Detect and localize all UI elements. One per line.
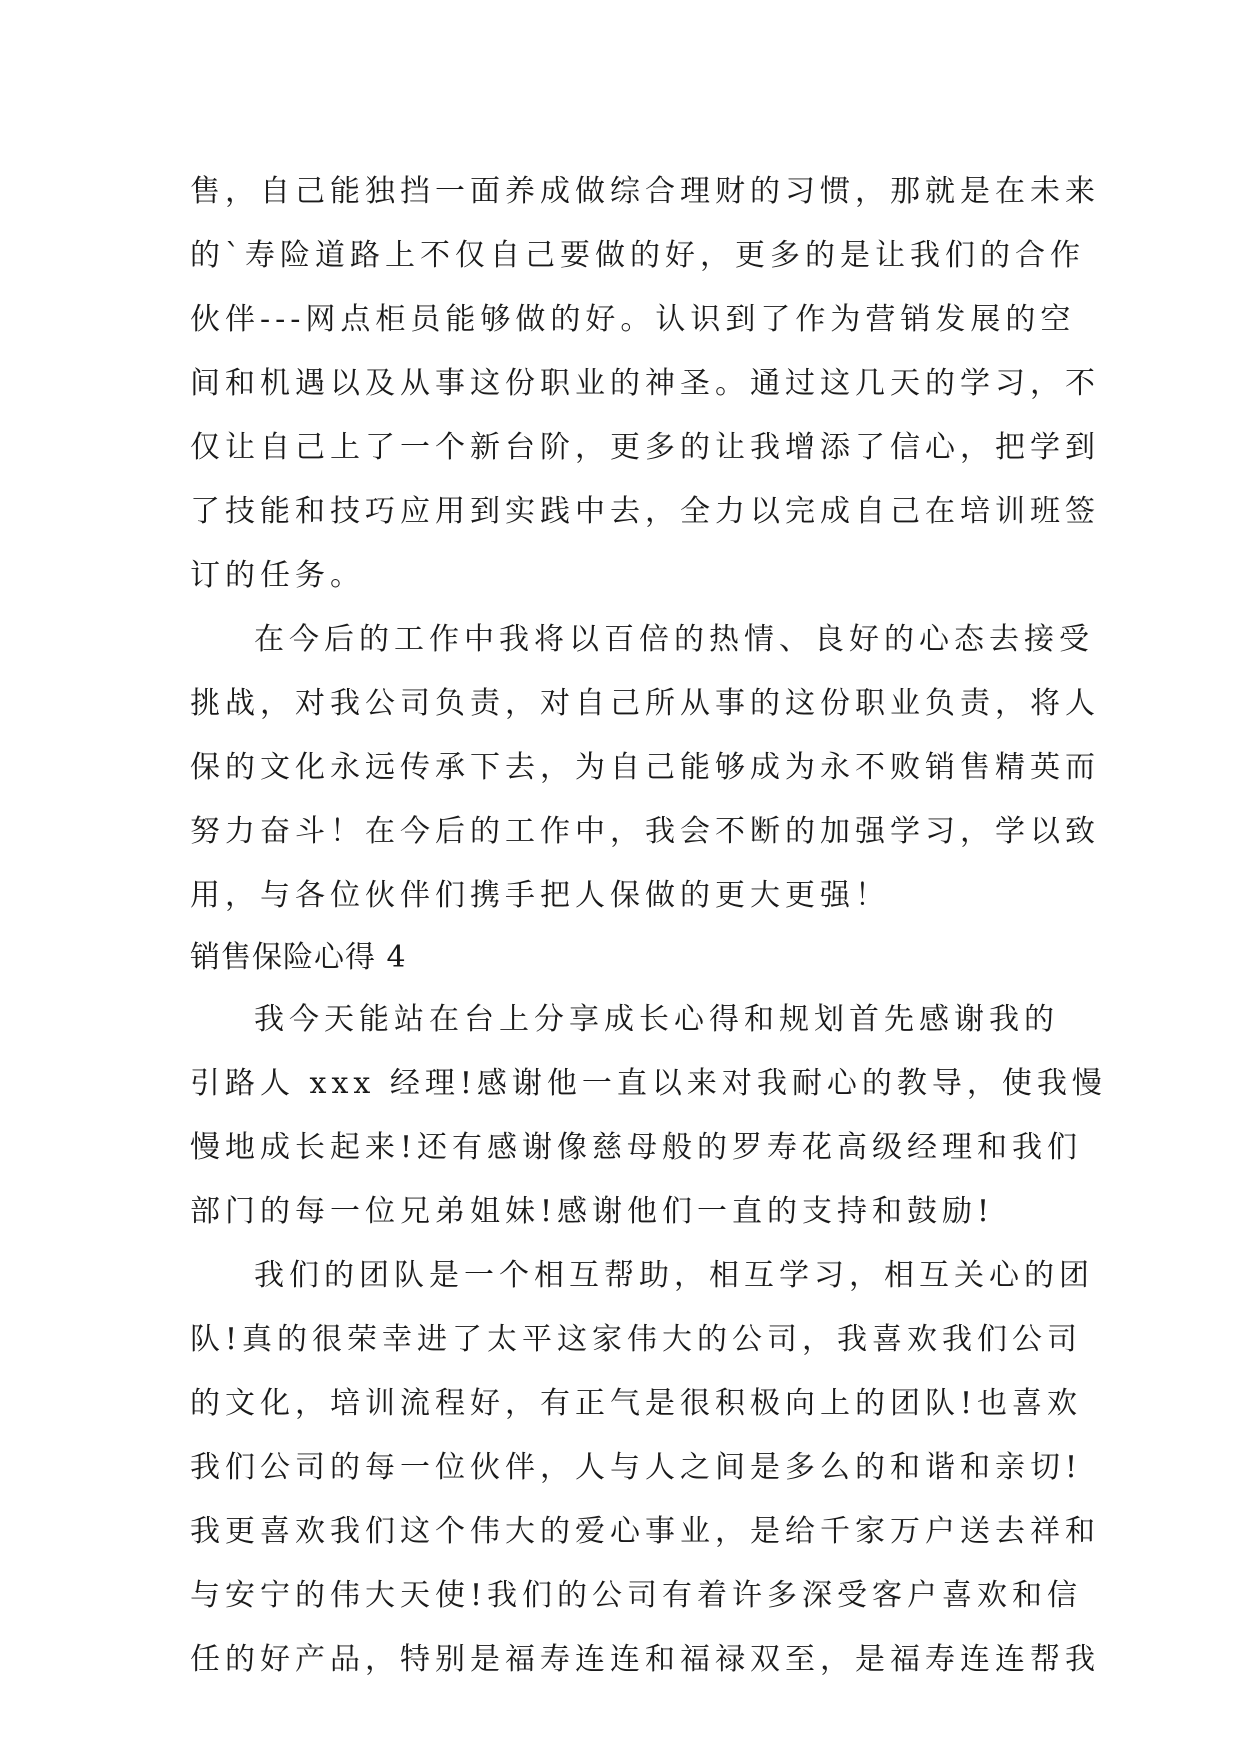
text-line: 伙伴---网点柜员能够做的好。认识到了作为营销发展的空 [190,302,1076,337]
text-line: 我们的团队是一个相互帮助，相互学习，相互关心的团 [254,1258,1094,1293]
text-line: 保的文化永远传承下去，为自己能够成为永不败销售精英而 [190,750,1100,785]
section-heading: 销售保险心得 4 [190,940,407,975]
text-line: 在今后的工作中我将以百倍的热情、良好的心态去接受 [254,622,1094,657]
text-line: 慢地成长起来!还有感谢像慈母般的罗寿花高级经理和我们 [190,1130,1083,1165]
text-line: 部门的每一位兄弟姐妹!感谢他们一直的支持和鼓励! [190,1194,995,1229]
text-line: 我们公司的每一位伙伴，人与人之间是多么的和谐和亲切! [190,1450,1083,1485]
paragraph [190,1244,1100,1692]
paragraph [190,160,1100,608]
document-body [190,160,1107,1692]
text-line: 间和机遇以及从事这份职业的神圣。通过这几天的学习，不 [190,366,1100,401]
text-line: 引路人 xxx 经理!感谢他一直以来对我耐心的教导，使我慢 [190,1066,1107,1101]
paragraph [190,608,1100,928]
paragraph [190,988,1107,1244]
text-line: 的文化，培训流程好，有正气是很积极向上的团队!也喜欢 [190,1386,1083,1421]
text-line: 我更喜欢我们这个伟大的爱心事业，是给千家万户送去祥和 [190,1514,1100,1549]
text-line: 了技能和技巧应用到实践中去，全力以完成自己在培训班签 [190,494,1100,529]
text-line: 挑战，对我公司负责，对自己所从事的这份职业负责，将人 [190,686,1100,721]
text-line: 售，自己能独挡一面养成做综合理财的习惯，那就是在未来 [190,174,1100,209]
text-line: 努力奋斗！在今后的工作中，我会不断的加强学习，学以致 [190,814,1100,849]
text-line: 仅让自己上了一个新台阶，更多的让我增添了信心，把学到 [190,430,1100,465]
text-line: 与安宁的伟大天使!我们的公司有着许多深受客户喜欢和信 [190,1578,1083,1613]
text-line: 我今天能站在台上分享成长心得和规划首先感谢我的 [254,1002,1059,1037]
text-line: 队!真的很荣幸进了太平这家伟大的公司，我喜欢我们公司 [190,1322,1083,1357]
text-line: 任的好产品，特别是福寿连连和福禄双至，是福寿连连帮我 [190,1642,1100,1677]
text-line: 的`寿险道路上不仅自己要做的好，更多的是让我们的合作 [190,238,1085,273]
text-line: 用，与各位伙伴们携手把人保做的更大更强！ [190,878,890,913]
text-line: 订的任务。 [190,558,365,593]
